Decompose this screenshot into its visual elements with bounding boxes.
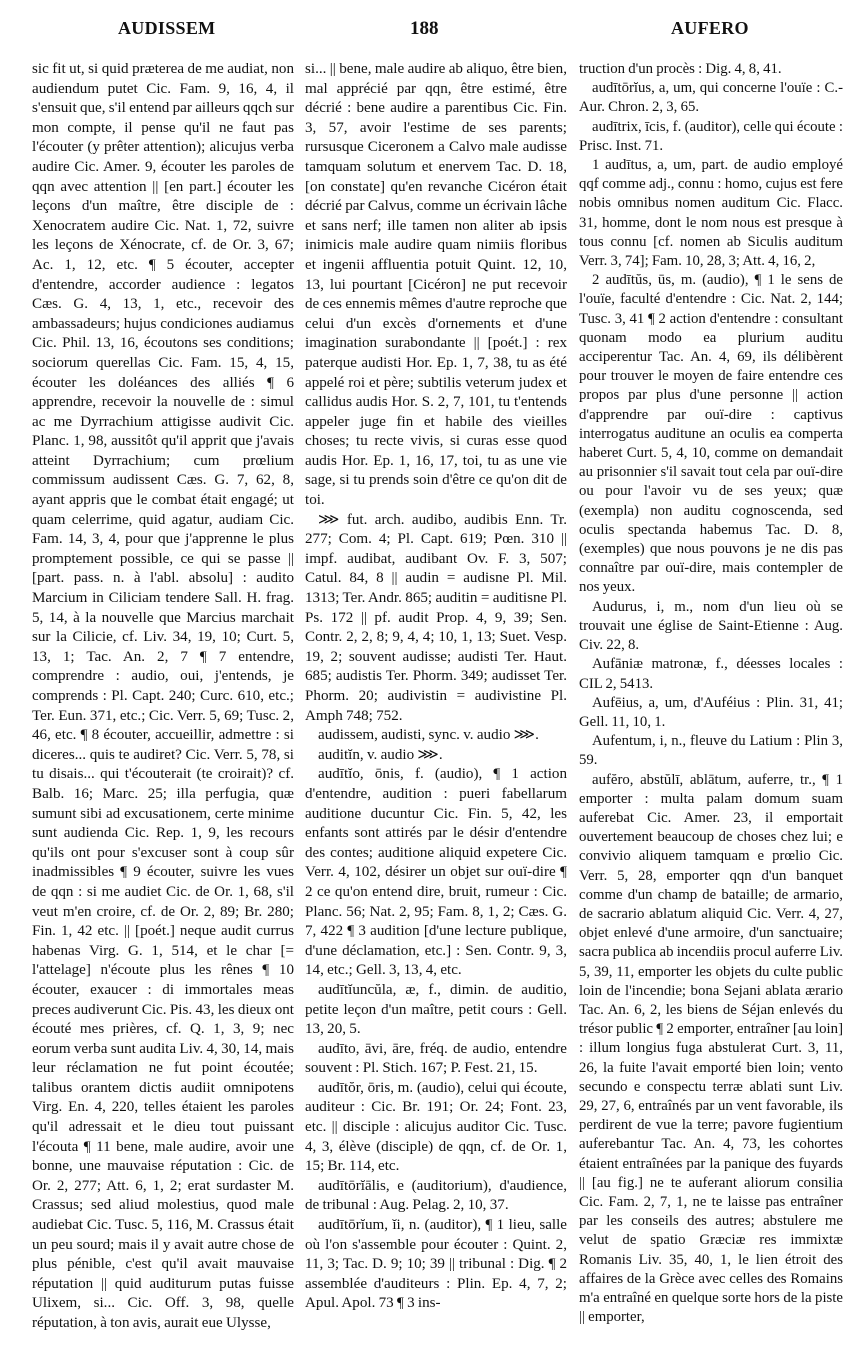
entry-text: auditĭn, v. audio ⋙. — [318, 746, 443, 763]
entry-text: audītrix, īcis, f. (auditor), celle qui écoute : Prisc. Inst. 71. — [579, 118, 843, 154]
entry-text: si... || bene, male audire ab aliquo, être bien, mal apprécié par qqn, être estimé, être décrié : bene audire a parentibus Cic. Fin. 3, 57, avoir l'estime de ses parents; rursusque Ciceronem a Calvo male audisse tamquam solutum et enervem Tac. D. 18, [on constate] qu'en revanche Cicéron était décrié par Calvus, comme un écrivain lâche et sans nerf; ille tamen non aliter ab ipsis inimicis male audire quam nimiis floribus et ingenii affluentia potuit Quint. 12, 10, 13, lui pourtant [Cicéron] ne put recevoir de ces ennemis mêmes d'autre reproche que celui d'un excès d'ornements et d'une imagination surabondante || [poét.] : rex paterque audisti Hor. Ep. 1, 7, 38, tu as été appelé roi et père; subtilis veterum judex et callidus audis Hor. S. 2, 7, 101, tu t'entends appeler juge fin et habile des vieilles choses; tu recte vivis, si curas esse quod audis Hor. Ep. 1, 16, 17, toi, tu as une vie sage, si tu prends soin d'être ce qu'on dit de toi. — [305, 61, 567, 509]
entry-text: aufĕro, abstŭlī, ablātum, auferre, tr., ¶ 1 emporter : multa palam domum suam auferebat Cic. Amer. 23, il emportait ouvertement beaucoup de choses chez lui; e convivio aliquem tamquam e prœlio Cic. Verr. 5, 28, emporter qqn d'un banquet comme d'un champ de bataille; de armario, de sacrario ablatum aliquid Cic. Verr. 4, 27, objet enlevé d'une armoire, d'un sanctuaire; sacra publica ab incendiis procul auferre Liv. 5, 39, 11, emporter les objets du culte public loin de l'incendie; bona Sejani ablata ærario Tac. An. 6, 2, les biens de Séjan enlevés du trésor public ¶ 2 emporter, entraîner [au loin] : illum longius fuga abstulerat Curt. 3, 11, 26, la fuite l'avait emporté bien loin; vento secundo e conspectu terræ ablati sunt Liv. 29, 27, 6, entraînés par un vent favorable, ils perdirent de vue la terre; pavore fugientium auferebantur Tac. An. 4, 73, les cohortes étaient entraînées par la panique des fuyards || [au fig.] ne te auferant aliorum consilia Cic. Fam. 2, 7, 1, ne te laisse pas entraîner par les conseils des autres; abstulere me velut de spatio Græciæ res immixtæ Romanis Liv. 35, 40, 1, le lien étroit des affaires de la Grèce avec celles des Romains m'a entraîné en quelque sorte hors de la piste || emporter, — [579, 771, 843, 1326]
entry-text: Aufentum, i, n., fleuve du Latium : Plin 3, 59. — [579, 733, 843, 769]
entry-text: audīto, āvi, āre, fréq. de audio, entendre souvent : Pl. Stich. 167; P. Fest. 21, 15. — [305, 1040, 567, 1077]
entry-text: Aufāniæ matronæ, f., déesses locales : CIL 2, 5413. — [579, 656, 843, 692]
column-1 — [32, 60, 294, 1334]
header-right-guide-word: AUFERO — [671, 18, 749, 38]
entry-text: truction d'un procès : Dig. 4, 8, 41. — [579, 61, 782, 77]
entry-text: audītĭuncŭla, æ, f., dimin. de auditio, petite leçon d'un maître, petit cours : Gell. 13, 20, 5. — [305, 981, 567, 1038]
entry-text: ⋙ fut. arch. audibo, audibis Enn. Tr. 277; Com. 4; Pl. Capt. 619; Pœn. 310 || impf. audibat, audibant Ov. F. 3, 507; Catul. 84, 8 || audin = audisne Pl. Mil. 1313; Ter. Andr. 865; auditin = auditisne Pl. Ps. 172 || pf. audit Prop. 4, 9, 39; Sen. Contr. 2, 2, 8; 9, 4, 4; 10, 1, 13; Suet. Vesp. 19, 2; souvent audisse; audisti Ter. Haut. 685; audistis Ter. Phorm. 349; audisset Ter. Phorm. 20; audivistin = audivistine Pl. Amph 748; 752. — [305, 511, 567, 724]
entry-text: Aufēius, a, um, d'Auféius : Plin. 31, 41; Gell. 11, 10, 1. — [579, 694, 843, 730]
entry-text: audītōrĭum, ĭi, n. (auditor), ¶ 1 lieu, salle où l'on s'assemble pour écouter : Quint. 2, 11, 3; Tac. D. 9; 10; 39 || tribunal : Dig. ¶ 2 assemblée d'auditeurs : Plin. Ep. 4, 7, 2; Apul. Apol. 73 ¶ 3 ins- — [305, 1217, 567, 1312]
entry-text: audītĭo, ōnis, f. (audio), ¶ 1 action d'entendre, audition : pueri fabellarum auditione ducuntur Cic. Fin. 5, 42, les enfants sont attirés par le désir d'entendre des contes; auditione aliquid expetere Cic. Verr. 4, 102, désirer un objet sur ouï-dire ¶ 2 ce qu'on entend dire, bruit, rumeur : Cic. Planc. 56; Nat. 2, 95; Fam. 8, 1, 2; Cæs. G. 7, 422 ¶ 3 audition [d'une lecture publique, d'une déclamation, etc.] : Sen. Contr. 9, 3, 14, etc.; Gell. 3, 13, 4, etc. — [305, 766, 567, 979]
page-number: 188 — [410, 18, 439, 39]
entry-text: audissem, audisti, sync. v. audio ⋙. — [318, 727, 539, 744]
column-2 — [305, 60, 567, 1314]
entry-text: audītōrĭālis, e (auditorium), d'audience, de tribunal : Aug. Pelag. 2, 10, 37. — [305, 1177, 567, 1214]
column-3 — [579, 60, 843, 1327]
running-header — [0, 18, 854, 48]
entry-text: 1 audītus, a, um, part. de audio employé qqf comme adj., connu : homo, cujus est fere nobis omnibus nomen auditum Cic. Flacc. 31, homme, dont le nom nous est presque à tous connu [cf. nomen ab Siculis auditum Verr. 3, 74]; Fam. 10, 28, 3; Att. 4, 16, 2, — [579, 157, 843, 270]
entry-text: 2 audītŭs, ūs, m. (audio), ¶ 1 le sens de l'ouïe, faculté d'entendre : Cic. Nat. 2, 144; Tusc. 3, 41 ¶ 2 action d'entendre : consultant quonam modo ea plurium auditu acciperentur Tac. An. 4, 69, ils délibèrent pour trouver le moyen de faire entendre ces propos par plus d'une personne || action d'apprendre par ouï-dire : captivus interrogatus auditune an oculis ea comperta haberet Curt. 5, 4, 10, comme on demandait au prisonnier s'il savait tout cela par ouï-dire ou pour l'avoir vu de ses yeux; quæ (exempla) non auditu cognoscenda, sed oculis spectanda habemus Tac. D. 8, (exemples) que nous pouvons je ne dis pas connaître par ouï-dire, mais contempler de nos yeux. — [579, 272, 843, 596]
entry-text: audītŏr, ōris, m. (audio), celui qui écoute, auditeur : Cic. Br. 191; Or. 24; Font. 23, etc. || disciple : alicujus auditor Cic. Tusc. 4, 3, élève (disciple) de qqn, cf. de Or. 1, 15; Br. 114, etc. — [305, 1079, 567, 1175]
entry-text: Audurus, i, m., nom d'un lieu où se trouvait une église de Saint-Etienne : Aug. Civ. 22, 8. — [579, 598, 843, 654]
header-left-guide-word: AUDISSEM — [118, 18, 216, 38]
entry-text: sic fit ut, si quid præterea de me audiat, non audiendum putet Cic. Fam. 9, 16, 4, il s'ensuit que, s'il entend par ailleurs qqch sur mon compte, il pense qu'il ne faut pas l'écouter (y prêter attention); alicujus verba audire Cic. Amer. 9, écouter les paroles de qqn avec attention || [en part.] écouter les leçons d'un maître, être disciple de : Xenocratem audire Cic. Nat. 1, 72, suivre les leçons de Xénocrate, cf. de Or. 3, 67; Ac. 1, 12, etc. ¶ 5 écouter, accepter d'entendre, accorder audience : legatos Cæs. G. 4, 13, 1, etc., recevoir des ambassadeurs; hujus condiciones audiamus Cic. Phil. 13, 16, écoutons ses conditions; sociorum querellas Cic. Fam. 15, 4, 15, écouter les doléances des alliés ¶ 6 apprendre, recevoir la nouvelle de : simul ac me Dyrrachium attigisse audivit Cic. Planc. 1, 98, aussitôt qu'il apprit que j'avais atteint Dyrrachium; cum prœlium commissum audissent Cæs. G. 7, 62, 8, ayant appris que le combat était engagé; ut quam celerrime, quid agatur, audiam Cic. Fam. 14, 3, 4, pour que j'apprenne le plus promptement possible, ce qui se passe || [part. pass. n. à l'abl. absolu] : audito Marcium in Ciliciam tendere Sall. H. frag. 5, 14, à la nouvelle que Marcius marchait sur la Cilicie, cf. Liv. 34, 19, 10; Curt. 5, 13, 1; Tac. An. 2, 7 ¶ 7 entendre, comprendre : audio, oui, j'entends, je comprends : Pl. Capt. 240; Curc. 610, etc.; Ter. Eun. 371, etc.; Cic. Verr. 5, 69; Tusc. 2, 46, etc. ¶ 8 écouter, accueillir, admettre : si diceres... quis te audiret? Cic. Verr. 5, 78, si tu disais... qui t'écouterait (te croirait)? cf. Balb. 16; Marc. 25; illa perfugia, quæ sumunt sibi ad excusationem, certe minime sunt audienda Cic. Rep. 1, 9, les recours qu'ils ont pour s'excuser sont à coup sûr inadmissibles ¶ 9 écouter, suivre les vues de qqn : si me audiet Cic. de Or. 1, 68, s'il veut m'en croire, cf. de Or. 2, 89; Br. 280; Fin. 1, 42 etc. || [poét.] neque audit currus habenas Virg. G. 1, 514, et le char [= l'attelage] n'écoute plus les rênes ¶ 10 écouter, exaucer : di immortales meas preces audiverunt Cic. Pis. 43, les dieux ont écouté mes prières, cf. Q. 1, 3, 9; nec eorum verba sunt audita Liv. 4, 30, 14, mais leur réclamation ne fut point écoutée; talibus orantem dictis audiit omnipotens Virg. En. 4, 220, telles étaient les paroles qu'il adressait et le dieu tout puissant l'écouta ¶ 11 bene, male audire, avoir une bonne, une mauvaise réputation : Cic. de Or. 2, 277; Att. 6, 1, 2; erat surdaster M. Crassus; sed aliud molestius, quod male audiebat Cic. Tusc. 5, 116, M. Crassus était un peu sourd; mais il y avait autre chose de plus pénible, c'est qu'il avait mauvaise réputation || quid auditurum putas fuisse Ulixem, si... Cic. Off. 3, 98, quelle réputation, à ton avis, aurait eue Ulysse, — [32, 61, 294, 1331]
entry-text: audītōrĭus, a, um, qui concerne l'ouïe : C.-Aur. Chron. 2, 3, 65. — [579, 80, 843, 116]
